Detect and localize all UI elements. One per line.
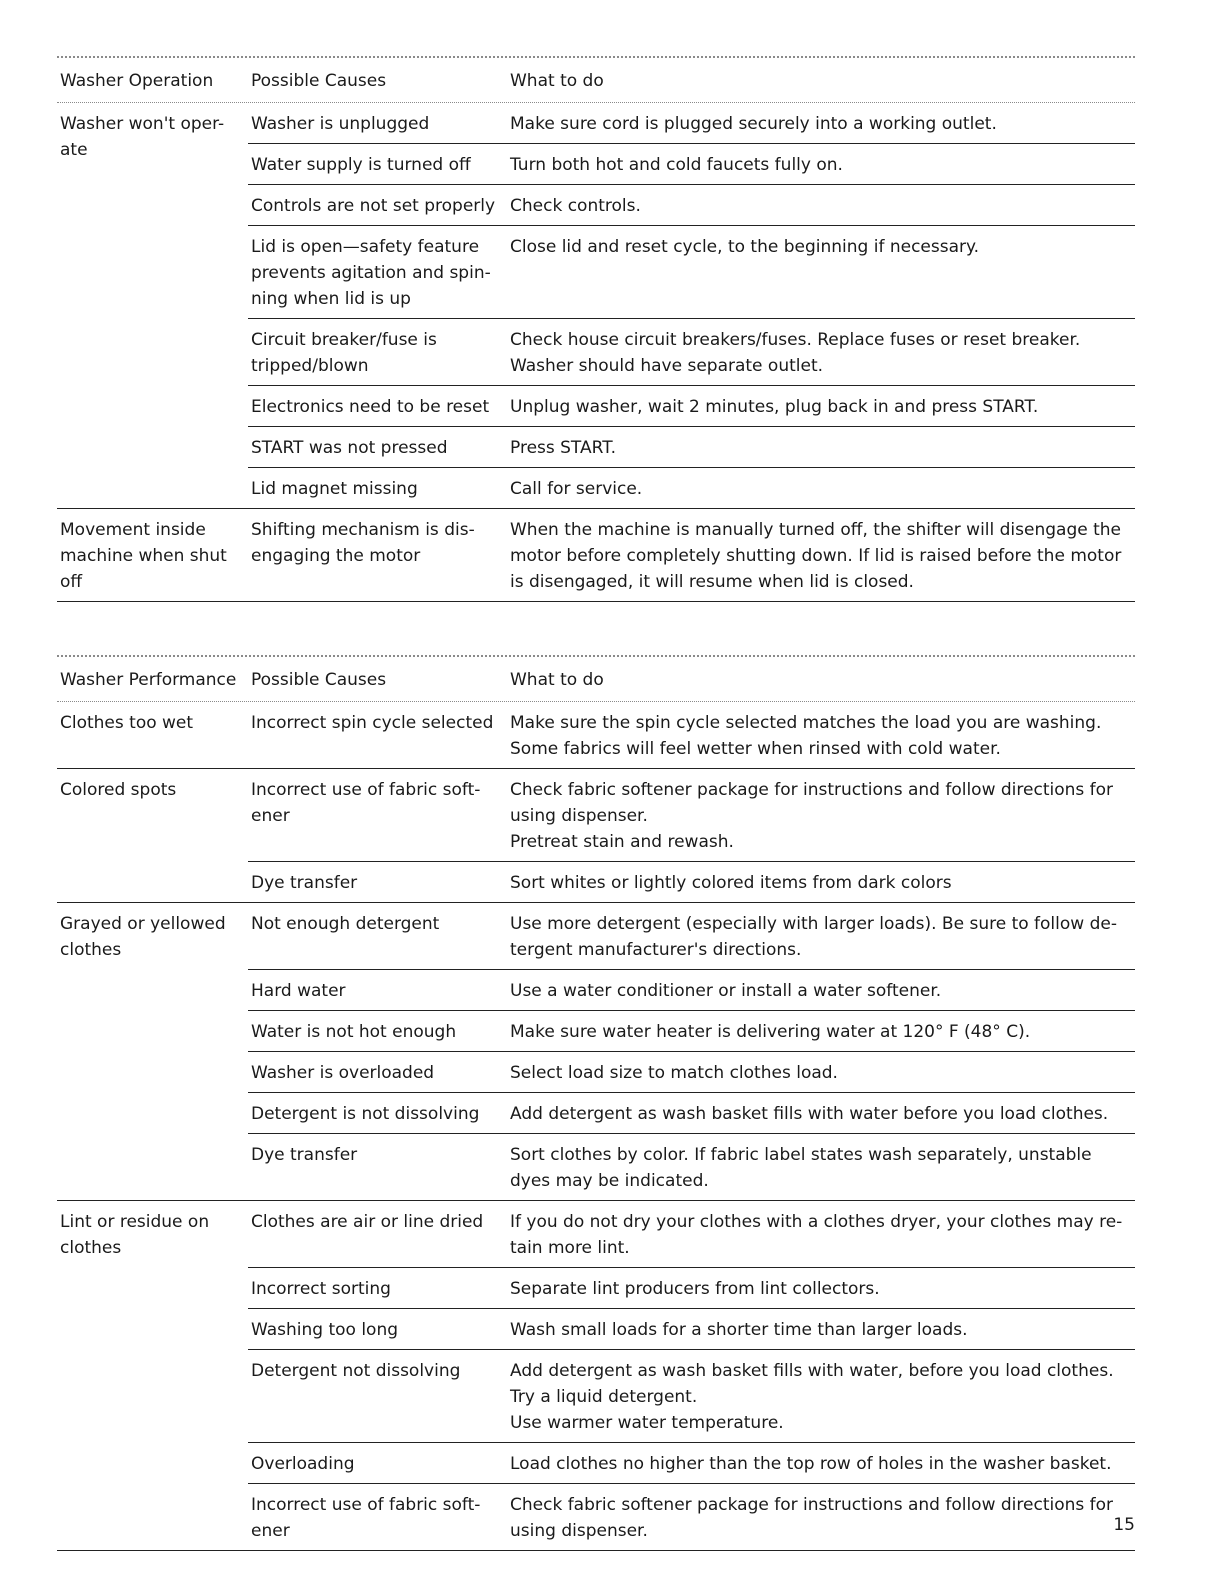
cause-line: START was not pressed — [251, 438, 448, 458]
what-to-do-line: Turn both hot and cold faucets fully on. — [510, 155, 843, 175]
problem-cell — [57, 103, 248, 508]
what-to-do-line: Sort clothes by color. If fabric label states wash separately, unstable — [510, 1145, 1092, 1165]
cause-line: Incorrect sorting — [251, 1279, 391, 1299]
header-problem: Washer Performance — [60, 670, 237, 690]
header-causes: Possible Causes — [251, 670, 387, 690]
what-to-do-line: Wash small loads for a shorter time than larger loads. — [510, 1320, 968, 1340]
table-row — [248, 1484, 1135, 1550]
what-to-do-line: Select load size to match clothes load. — [510, 1063, 838, 1083]
cause-cell — [248, 1019, 508, 1045]
cause-cell — [248, 911, 508, 963]
what-to-do-line: motor before completely shutting down. If lid is raised before the motor — [510, 546, 1122, 566]
what-to-do-cell — [508, 777, 1135, 855]
problem-cell — [57, 702, 248, 768]
table-row — [248, 1134, 1135, 1200]
what-to-do-cell — [508, 435, 1135, 461]
cause-line: Overloading — [251, 1454, 355, 1474]
problem-cell — [57, 769, 248, 902]
what-to-do-line: Load clothes no higher than the top row of holes in the washer basket. — [510, 1454, 1112, 1474]
cause-cell — [248, 1451, 508, 1477]
what-to-do-cell — [508, 1101, 1135, 1127]
cause-line: Clothes are air or line dried — [251, 1212, 484, 1232]
what-to-do-line: Unplug washer, wait 2 minutes, plug back in and press START. — [510, 397, 1039, 417]
what-to-do-line: Separate lint producers from lint collectors. — [510, 1279, 880, 1299]
what-to-do-line: tain more lint. — [510, 1238, 630, 1258]
what-to-do-line: When the machine is manually turned off, the shifter will disengage the — [510, 520, 1122, 540]
problem-line: Colored spots — [60, 780, 177, 800]
cause-cell — [248, 517, 508, 595]
cause-cell — [248, 1358, 508, 1436]
what-to-do-line: dyes may be indicated. — [510, 1171, 709, 1191]
cause-cell — [248, 435, 508, 461]
cause-line: prevents agitation and spin- — [251, 263, 491, 283]
cause-line: Detergent is not dissolving — [251, 1104, 480, 1124]
cause-line: Dye transfer — [251, 1145, 358, 1165]
what-to-do-line: Press START. — [510, 438, 616, 458]
what-to-do-cell — [508, 1492, 1135, 1544]
problem-line: Washer won't oper- — [60, 114, 225, 134]
problem-group — [57, 702, 1135, 769]
what-to-do-line: Washer should have separate outlet. — [510, 356, 824, 376]
what-to-do-cell — [508, 1358, 1135, 1436]
what-to-do-line: Make sure the spin cycle selected matches the load you are washing. — [510, 713, 1102, 733]
problem-line: Movement inside — [60, 520, 206, 540]
table-row — [248, 1201, 1135, 1268]
table-row — [248, 903, 1135, 970]
cause-line: Controls are not set properly — [251, 196, 496, 216]
table-body — [57, 702, 1135, 1551]
what-to-do-line: using dispenser. — [510, 806, 648, 826]
cause-rows — [248, 702, 1135, 768]
table-body — [57, 103, 1135, 602]
cause-cell — [248, 1142, 508, 1194]
what-to-do-line: If you do not dry your clothes with a clothes dryer, your clothes may re- — [510, 1212, 1123, 1232]
what-to-do-line: Make sure water heater is delivering water at 120° F (48° C). — [510, 1022, 1031, 1042]
what-to-do-line: Check fabric softener package for instructions and follow directions for — [510, 1495, 1114, 1515]
table-row — [248, 427, 1135, 468]
cause-line: tripped/blown — [251, 356, 369, 376]
cause-rows — [248, 103, 1135, 508]
problem-group — [57, 769, 1135, 903]
problem-cell — [57, 903, 248, 1200]
table-row — [248, 144, 1135, 185]
what-to-do-line: Sort whites or lightly colored items from dark colors — [510, 873, 952, 893]
what-to-do-line: tergent manufacturer's directions. — [510, 940, 802, 960]
what-to-do-line: Call for service. — [510, 479, 643, 499]
cause-line: Washing too long — [251, 1320, 399, 1340]
cause-cell — [248, 1317, 508, 1343]
table-row — [248, 319, 1135, 386]
table-row — [248, 386, 1135, 427]
table-row — [248, 1052, 1135, 1093]
cause-cell — [248, 1276, 508, 1302]
cause-line: Hard water — [251, 981, 346, 1001]
problem-group — [57, 103, 1135, 509]
table-row — [248, 1350, 1135, 1443]
cause-line: Lid is open—safety feature — [251, 237, 480, 257]
table-row — [248, 702, 1135, 768]
cause-cell — [248, 193, 508, 219]
table-row — [248, 1093, 1135, 1134]
cause-cell — [248, 1101, 508, 1127]
problem-group — [57, 509, 1135, 602]
what-to-do-line: Use a water conditioner or install a water softener. — [510, 981, 942, 1001]
table-header-row — [57, 58, 1135, 103]
cause-line: Water supply is turned off — [251, 155, 471, 175]
cause-rows — [248, 769, 1135, 902]
what-to-do-cell — [508, 1060, 1135, 1086]
what-to-do-cell — [508, 710, 1135, 762]
table-row — [248, 103, 1135, 144]
what-to-do-line: Try a liquid detergent. — [510, 1387, 698, 1407]
cause-rows — [248, 509, 1135, 601]
what-to-do-cell — [508, 1019, 1135, 1045]
cause-line: Not enough detergent — [251, 914, 440, 934]
header-causes: Possible Causes — [251, 71, 387, 91]
what-to-do-line: is disengaged, it will resume when lid is closed. — [510, 572, 914, 592]
problem-cell — [57, 1201, 248, 1550]
cause-cell — [248, 870, 508, 896]
what-to-do-cell — [508, 152, 1135, 178]
table-row — [248, 226, 1135, 319]
cause-cell — [248, 327, 508, 379]
problem-group — [57, 903, 1135, 1201]
cause-line: Washer is unplugged — [251, 114, 430, 134]
what-to-do-cell — [508, 1209, 1135, 1261]
cause-line: ener — [251, 1521, 290, 1541]
cause-cell — [248, 476, 508, 502]
washer-performance-table — [57, 655, 1135, 1551]
cause-line: engaging the motor — [251, 546, 421, 566]
problem-line: Clothes too wet — [60, 713, 194, 733]
what-to-do-cell — [508, 1142, 1135, 1194]
what-to-do-line: Pretreat stain and rewash. — [510, 832, 734, 852]
cause-cell — [248, 710, 508, 762]
table-row — [248, 769, 1135, 862]
what-to-do-cell — [508, 476, 1135, 502]
cause-rows — [248, 903, 1135, 1200]
cause-cell — [248, 234, 508, 312]
cause-cell — [248, 1060, 508, 1086]
cause-line: Washer is overloaded — [251, 1063, 435, 1083]
table-row — [248, 1443, 1135, 1484]
what-to-do-line: Check fabric softener package for instructions and follow directions for — [510, 780, 1114, 800]
what-to-do-cell — [508, 1276, 1135, 1302]
cause-line: Circuit breaker/fuse is — [251, 330, 437, 350]
table-row — [248, 1309, 1135, 1350]
what-to-do-cell — [508, 111, 1135, 137]
table-header-row — [57, 657, 1135, 702]
cause-line: ning when lid is up — [251, 289, 411, 309]
what-to-do-cell — [508, 911, 1135, 963]
what-to-do-line: Some fabrics will feel wetter when rinsed with cold water. — [510, 739, 1001, 759]
cause-cell — [248, 978, 508, 1004]
cause-line: Incorrect spin cycle selected — [251, 713, 494, 733]
table-row — [248, 468, 1135, 508]
what-to-do-line: Use more detergent (especially with larger loads). Be sure to follow de- — [510, 914, 1117, 934]
problem-line: Grayed or yellowed — [60, 914, 226, 934]
cause-line: Dye transfer — [251, 873, 358, 893]
washer-operation-table — [57, 56, 1135, 602]
what-to-do-line: using dispenser. — [510, 1521, 648, 1541]
cause-line: Shifting mechanism is dis- — [251, 520, 475, 540]
what-to-do-cell — [508, 1451, 1135, 1477]
what-to-do-line: Check controls. — [510, 196, 641, 216]
header-problem: Washer Operation — [60, 71, 214, 91]
table-row — [248, 185, 1135, 226]
cause-line: Incorrect use of fabric soft- — [251, 1495, 481, 1515]
what-to-do-line: Add detergent as wash basket fills with water before you load clothes. — [510, 1104, 1109, 1124]
cause-cell — [248, 777, 508, 855]
cause-line: Water is not hot enough — [251, 1022, 457, 1042]
problem-group — [57, 1201, 1135, 1551]
cause-line: Lid magnet missing — [251, 479, 418, 499]
what-to-do-cell — [508, 234, 1135, 312]
what-to-do-cell — [508, 193, 1135, 219]
what-to-do-cell — [508, 978, 1135, 1004]
what-to-do-cell — [508, 327, 1135, 379]
problem-line: off — [60, 572, 83, 592]
cause-line: Incorrect use of fabric soft- — [251, 780, 481, 800]
what-to-do-line: Check house circuit breakers/fuses. Replace fuses or reset breaker. — [510, 330, 1081, 350]
what-to-do-cell — [508, 870, 1135, 896]
cause-cell — [248, 1209, 508, 1261]
cause-cell — [248, 394, 508, 420]
problem-cell — [57, 509, 248, 601]
what-to-do-line: Add detergent as wash basket fills with water, before you load clothes. — [510, 1361, 1114, 1381]
cause-line: Detergent not dissolving — [251, 1361, 461, 1381]
header-what-to-do: What to do — [510, 670, 604, 690]
cause-rows — [248, 1201, 1135, 1550]
cause-cell — [248, 152, 508, 178]
what-to-do-line: Make sure cord is plugged securely into a working outlet. — [510, 114, 997, 134]
problem-line: Lint or residue on — [60, 1212, 210, 1232]
table-row — [248, 970, 1135, 1011]
what-to-do-line: Close lid and reset cycle, to the beginning if necessary. — [510, 237, 980, 257]
what-to-do-line: Use warmer water temperature. — [510, 1413, 784, 1433]
what-to-do-cell — [508, 394, 1135, 420]
problem-line: clothes — [60, 1238, 122, 1258]
table-row — [248, 862, 1135, 902]
cause-line: ener — [251, 806, 290, 826]
problem-line: clothes — [60, 940, 122, 960]
table-row — [248, 1011, 1135, 1052]
cause-cell — [248, 111, 508, 137]
cause-line: Electronics need to be reset — [251, 397, 490, 417]
cause-cell — [248, 1492, 508, 1544]
table-row — [248, 1268, 1135, 1309]
what-to-do-cell — [508, 1317, 1135, 1343]
problem-line: ate — [60, 140, 88, 160]
page-number: 15 — [1113, 1515, 1135, 1535]
problem-line: machine when shut — [60, 546, 227, 566]
header-what-to-do: What to do — [510, 71, 604, 91]
what-to-do-cell — [508, 517, 1135, 595]
table-row — [248, 509, 1135, 601]
